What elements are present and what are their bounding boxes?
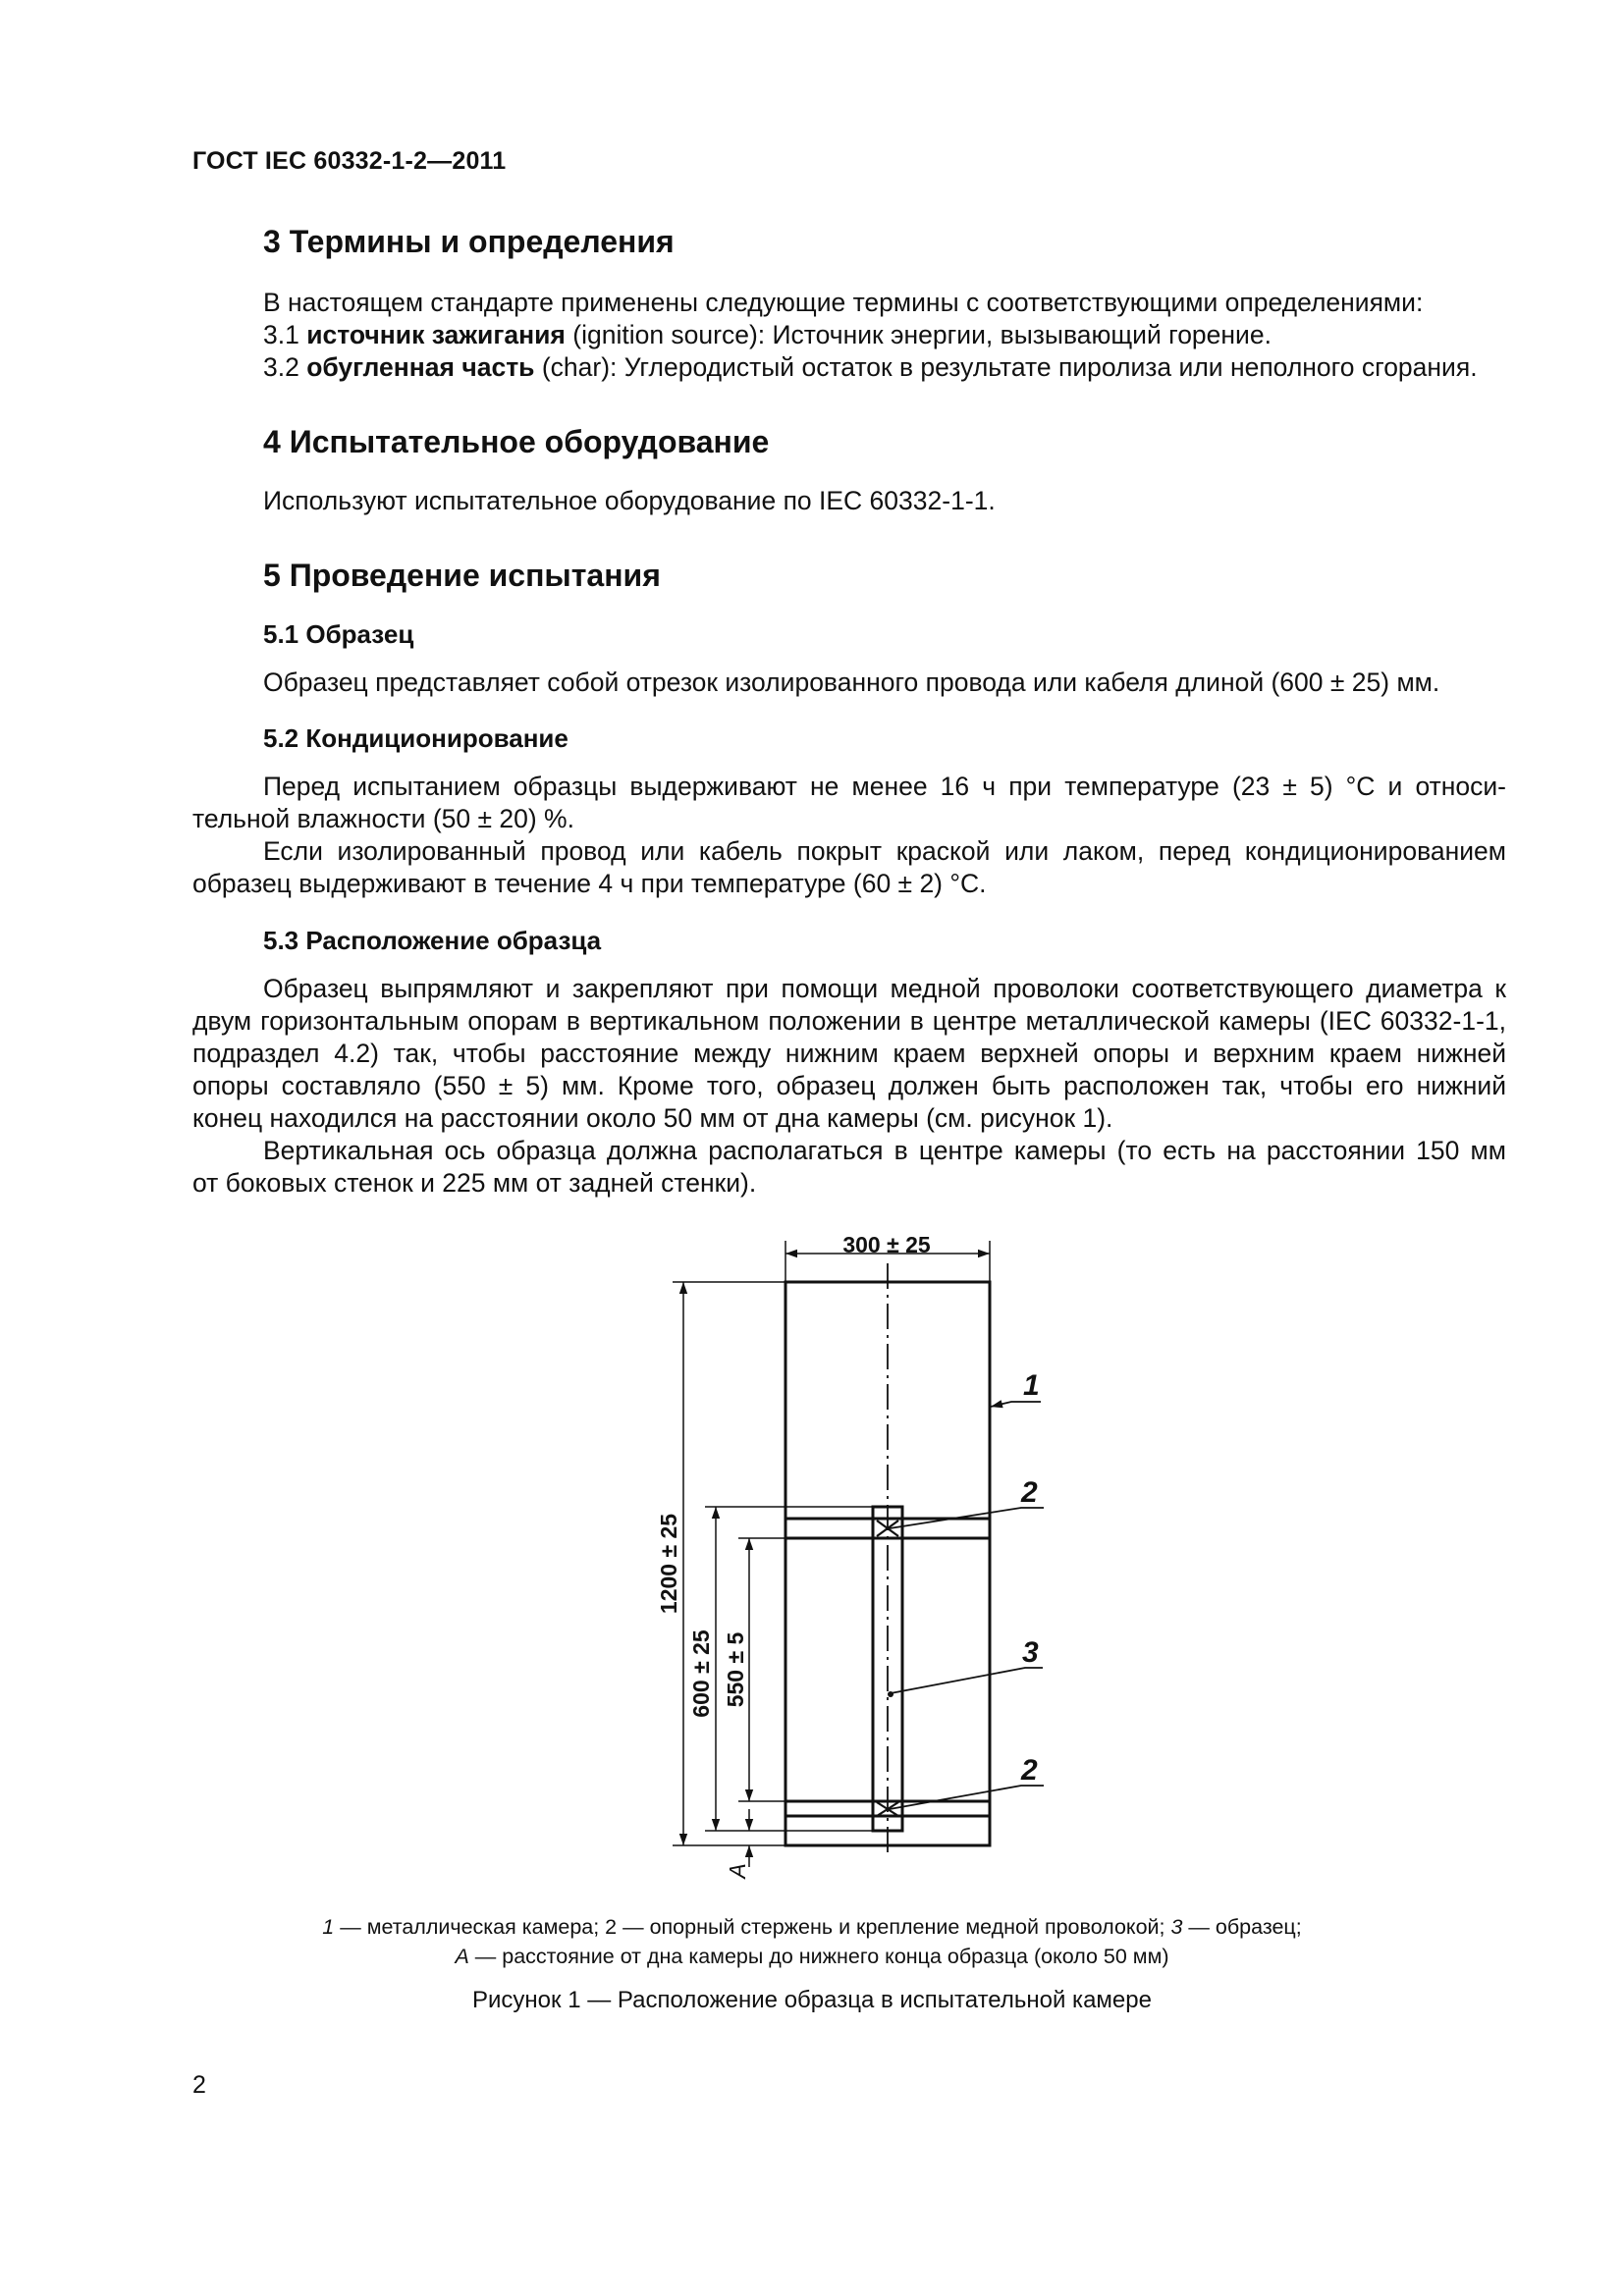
legend-text-a: — расстояние от дна камеры до нижнего конца образца (около 50 мм)	[468, 1945, 1169, 1968]
term-3-1-number: 3.1	[263, 320, 299, 349]
height-dim-label: 1200 ± 25	[656, 1513, 681, 1615]
term-3-2-name: обугленная часть	[306, 352, 535, 382]
subsection-5-3-p2-line1: Вертикальная ось образца должна располагаться в центре камеры (то есть на расстоянии 150 мм	[263, 1136, 1506, 1165]
subsection-5-3-p2-line2: от боковых стенок и 225 мм от задней стенки).	[192, 1168, 757, 1198]
callout-2-bottom-leader	[890, 1786, 1044, 1809]
figure-legend-line-1	[0, 1912, 1624, 1942]
callout-3-dot	[888, 1691, 893, 1697]
section-4-title: 4 Испытательное оборудование	[263, 424, 770, 459]
section-4-text: Используют испытательное оборудование по IEC 60332-1-1.	[263, 486, 996, 515]
legend-text-1: — металлическая камера; 2 — опорный стержень и крепление медной проволокой;	[334, 1915, 1171, 1939]
subsection-5-3-p1-line3: подраздел 4.2) так, чтобы расстояние между нижним краем верхней опоры и верхним краем нижней	[192, 1039, 1506, 1068]
supports-dim-label: 550 ± 5	[723, 1631, 748, 1708]
figure-caption: Рисунок 1 — Расположение образца в испытательной камере	[472, 1987, 1152, 2013]
callout-2-bottom-label: 2	[1021, 1754, 1038, 1787]
term-3-2-definition: (char): Углеродистый остаток в результате пиролиза или неполного сгорания.	[534, 352, 1478, 382]
subsection-5-3-p1-line4: опоры составляло (550 ± 5) мм. Кроме того, образец должен быть расположен так, чтобы его нижний	[192, 1071, 1506, 1100]
term-3-2-number: 3.2	[263, 352, 299, 382]
subsection-5-3-p1-line1: Образец выпрямляют и закрепляют при помощи медной проволоки соответствующего диаметра к	[263, 974, 1506, 1003]
callout-2-top-label: 2	[1021, 1476, 1038, 1509]
document-header: ГОСТ IEC 60332-1-2—2011	[192, 147, 507, 175]
width-dim-label: 300 ± 25	[842, 1232, 931, 1257]
legend-text-3: — образец;	[1182, 1915, 1302, 1939]
subsection-5-2-title: 5.2 Кондиционирование	[263, 723, 568, 753]
subsection-5-3-p1-line2: двум горизонтальным опорам в вертикальном положении в центре металлической камеры (IEC 60332-1-1,	[192, 1006, 1506, 1036]
subsection-5-1-text: Образец представляет собой отрезок изолированного провода или кабеля длиной (600 ± 25) мм.	[263, 667, 1440, 697]
subsection-5-2-p1-line1: Перед испытанием образцы выдерживают не менее 16 ч при температуре (23 ± 5) °С и относи-	[263, 772, 1506, 801]
legend-key-3: 3	[1170, 1915, 1183, 1939]
figure-legend-line-2	[0, 1942, 1624, 1971]
subsection-5-3-title: 5.3 Расположение образца	[263, 926, 602, 955]
a-dim-label: A	[725, 1863, 750, 1879]
subsection-5-3-p1-line5: конец находился на расстоянии около 50 мм от дна камеры (см. рисунок 1).	[192, 1103, 1113, 1133]
subsection-5-2-p2-line1: Если изолированный провод или кабель покрыт краской или лаком, перед кондиционированием	[263, 836, 1506, 866]
subsection-5-2-p1-line2: тельной влажности (50 ± 20) %.	[192, 804, 574, 833]
legend-key-1: 1	[322, 1915, 335, 1939]
sample-dim-label: 600 ± 25	[688, 1629, 714, 1718]
page-number: 2	[192, 2071, 206, 2099]
callout-3-label: 3	[1022, 1636, 1039, 1669]
subsection-5-1-title: 5.1 Образец	[263, 619, 414, 649]
section-3-title: 3 Термины и определения	[263, 224, 675, 259]
term-3-1-name: источник зажигания	[306, 320, 566, 349]
section-3-intro: В настоящем стандарте применены следующие термины с соответствующими определениями:	[263, 288, 1424, 317]
term-3-1-definition: (ignition source): Источник энергии, вызывающий горение.	[565, 320, 1272, 349]
subsection-5-2-p2-line2: образец выдерживают в течение 4 ч при температуре (60 ± 2) °С.	[192, 869, 987, 898]
callout-1-leader	[991, 1402, 1041, 1407]
callout-1-label: 1	[1023, 1369, 1040, 1402]
legend-key-a: A	[455, 1945, 469, 1968]
section-5-title: 5 Проведение испытания	[263, 558, 661, 593]
callout-3-leader	[891, 1668, 1043, 1693]
